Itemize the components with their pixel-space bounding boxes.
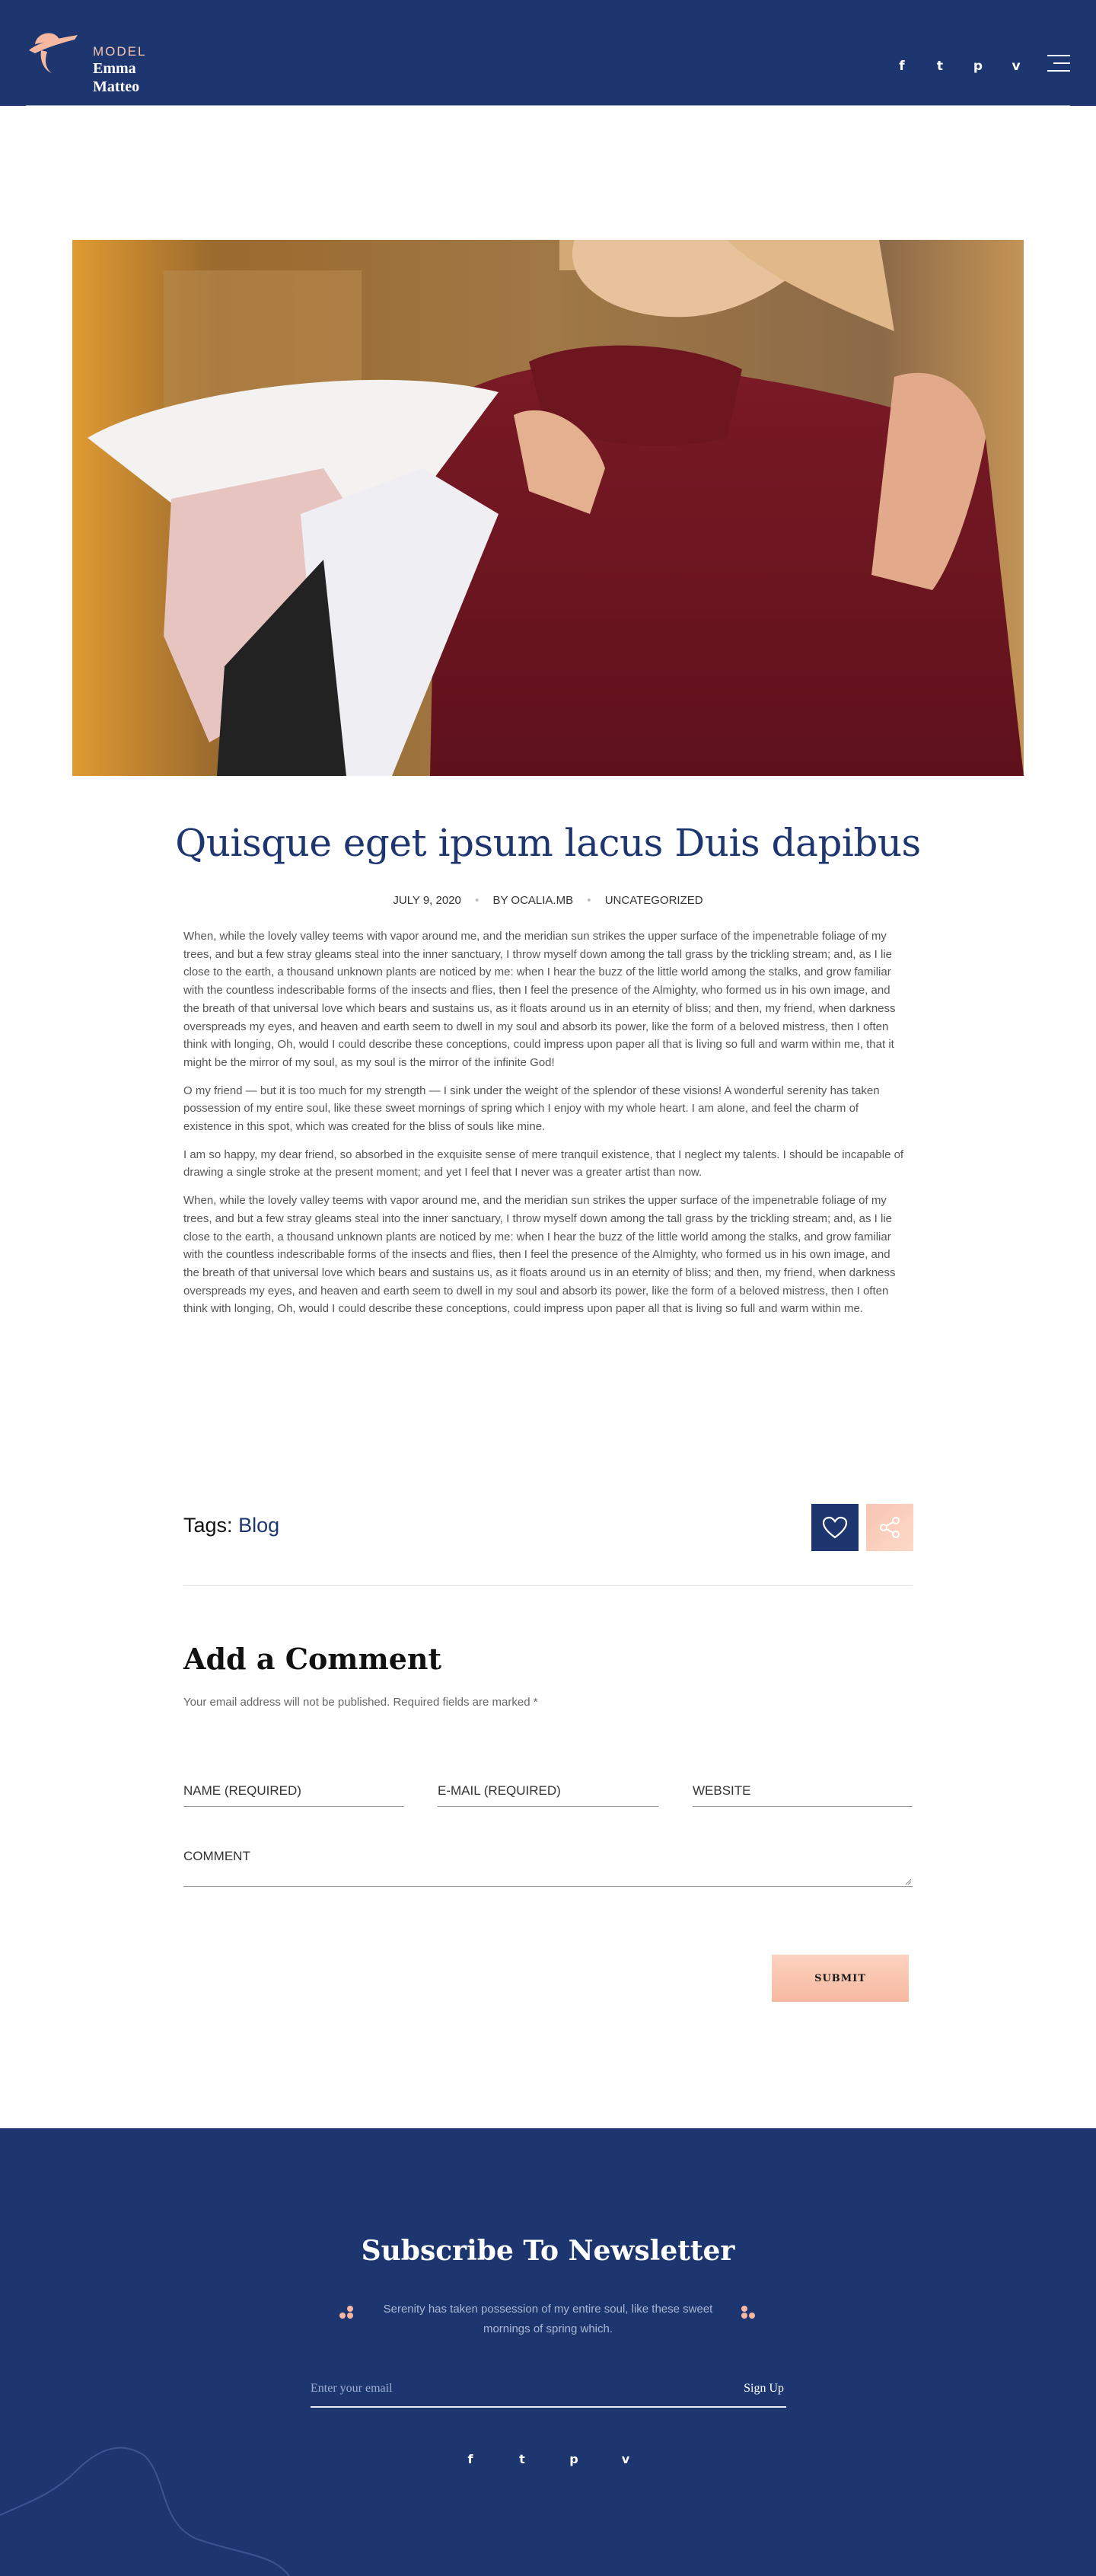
vimeo-icon[interactable]: v	[621, 2452, 630, 2466]
newsletter-underline	[311, 2406, 786, 2408]
newsletter-text: Serenity has taken possession of my entire soul, like these sweet mornings of spring which.	[383, 2303, 713, 2335]
hat-logo-icon	[24, 27, 102, 81]
footer-social-links	[444, 2448, 652, 2471]
post-content	[183, 927, 906, 1328]
email-field[interactable]	[438, 1775, 658, 1807]
newsletter-title: Subscribe To Newsletter	[361, 2235, 735, 2267]
header-social-links	[883, 55, 1035, 78]
signup-button[interactable]: Sign Up	[731, 2373, 784, 2404]
comment-form-title: Add a Comment	[183, 1642, 442, 1676]
post-paragraph: O my friend — but it is too much for my strength — I sink under the weight of the splendor of these visions! A wonderful serenity has taken possession of my entire soul, like these sweet mornings of spring which I enjoy with my whole heart. I am alone, and feel the charm of existence in this spot, which was created for the bliss of souls like mine.	[183, 1084, 880, 1134]
comment-form-note: Your email address will not be published. Required fields are marked *	[183, 1696, 538, 1709]
facebook-icon[interactable]: f	[899, 59, 905, 74]
resize-handle-icon[interactable]	[904, 1878, 912, 1885]
pinterest-icon[interactable]: p	[569, 2452, 578, 2466]
vimeo-icon[interactable]: v	[1012, 59, 1021, 74]
section-divider	[183, 1585, 913, 1586]
logo-subtitle: MODEL	[93, 44, 147, 59]
heart-icon	[822, 1516, 848, 1539]
twitter-icon[interactable]: t	[936, 59, 944, 74]
post-tags	[183, 1514, 279, 1537]
meta-separator: •	[475, 894, 480, 907]
tag-link[interactable]: Blog	[238, 1514, 280, 1537]
meta-separator: •	[587, 894, 591, 907]
decorative-wave	[0, 2128, 1096, 2576]
share-button[interactable]	[866, 1504, 913, 1551]
pinterest-icon[interactable]: p	[973, 59, 983, 74]
name-field[interactable]	[183, 1775, 404, 1807]
share-icon	[878, 1516, 901, 1539]
post-date[interactable]: JULY 9, 2020	[393, 894, 461, 907]
post-category[interactable]: UNCATEGORIZED	[604, 894, 703, 907]
post-paragraph: When, while the lovely valley teems with vapor around me, and the meridian sun strikes the upper surface of the impenetrable foliage of my trees, and but a few stray gleams steal into the inner sanctuary, I throw myself down among the tall grass by the trickling stream; and, as I lie close to the earth, a thousand unknown plants are noticed by me: when I hear the buzz of the little world among the stalks, and grow familiar with the countless indescribable forms of the insects and flies, then I feel the presence of the Almighty, who formed us in his own image, and the breath of that universal love which bears and sustains us, as it floats around us in an eternity of bliss; and then, my friend, when darkness overspreads my eyes, and heaven and earth seem to dwell in my soul and absorb its power, like the form of a beloved mistress, then I often think with longing, Oh, would I could describe these conceptions, could impress upon paper all that is living so full and warm within me.	[183, 1194, 896, 1316]
menu-icon[interactable]	[1047, 55, 1070, 75]
site-header	[0, 0, 1096, 106]
post-paragraph: When, while the lovely valley teems with vapor around me, and the meridian sun strikes the upper surface of the impenetrable foliage of my trees, and but a few stray gleams steal into the inner sanctuary, I throw myself down among the tall grass by the trickling stream; and, as I lie close to the earth, a thousand unknown plants are noticed by me: when I hear the buzz of the little world among the stalks, and grow familiar with the countless indescribable forms of the insects and flies, then I feel the presence of the Almighty, who formed us in his own image, and the breath of that universal love which bears and sustains us, as it floats around us in an eternity of bliss; and then, my friend, when darkness overspreads my eyes, and heaven and earth seem to dwell in my soul and absorb its power, like the form of a beloved mistress, then I often think with longing, Oh, would I could describe these conceptions, could impress upon paper all that is living so full and warm within me, that it might be the mirror of my soul, as my soul is the mirror of the infinite God!	[183, 930, 896, 1069]
website-field[interactable]	[693, 1775, 913, 1807]
post-title: Quisque eget ipsum lacus Duis dapibus	[175, 821, 921, 865]
tags-label: Tags:	[183, 1514, 233, 1537]
dots-icon	[339, 2305, 355, 2322]
twitter-icon[interactable]: t	[519, 2452, 525, 2466]
newsletter-footer	[0, 2128, 1096, 2576]
logo-name: Emma Matteo	[93, 60, 140, 95]
comment-field[interactable]	[183, 1849, 913, 1887]
post-meta	[0, 894, 1096, 907]
post-featured-image	[72, 240, 1024, 776]
site-logo[interactable]	[24, 27, 147, 95]
newsletter-email-input[interactable]	[311, 2373, 706, 2404]
post-author[interactable]: BY OCALIA.MB	[492, 894, 574, 907]
submit-comment-button[interactable]: SUBMIT	[772, 1955, 909, 2002]
dots-icon	[741, 2305, 757, 2322]
facebook-icon[interactable]: f	[467, 2452, 473, 2466]
post-paragraph: I am so happy, my dear friend, so absorbed in the exquisite sense of mere tranquil existence, that I neglect my talents. I should be incapable of drawing a single stroke at the present moment; and yet I feel that I never was a greater artist than now.	[183, 1148, 904, 1179]
like-button[interactable]	[811, 1504, 859, 1551]
header-divider	[26, 105, 1070, 106]
